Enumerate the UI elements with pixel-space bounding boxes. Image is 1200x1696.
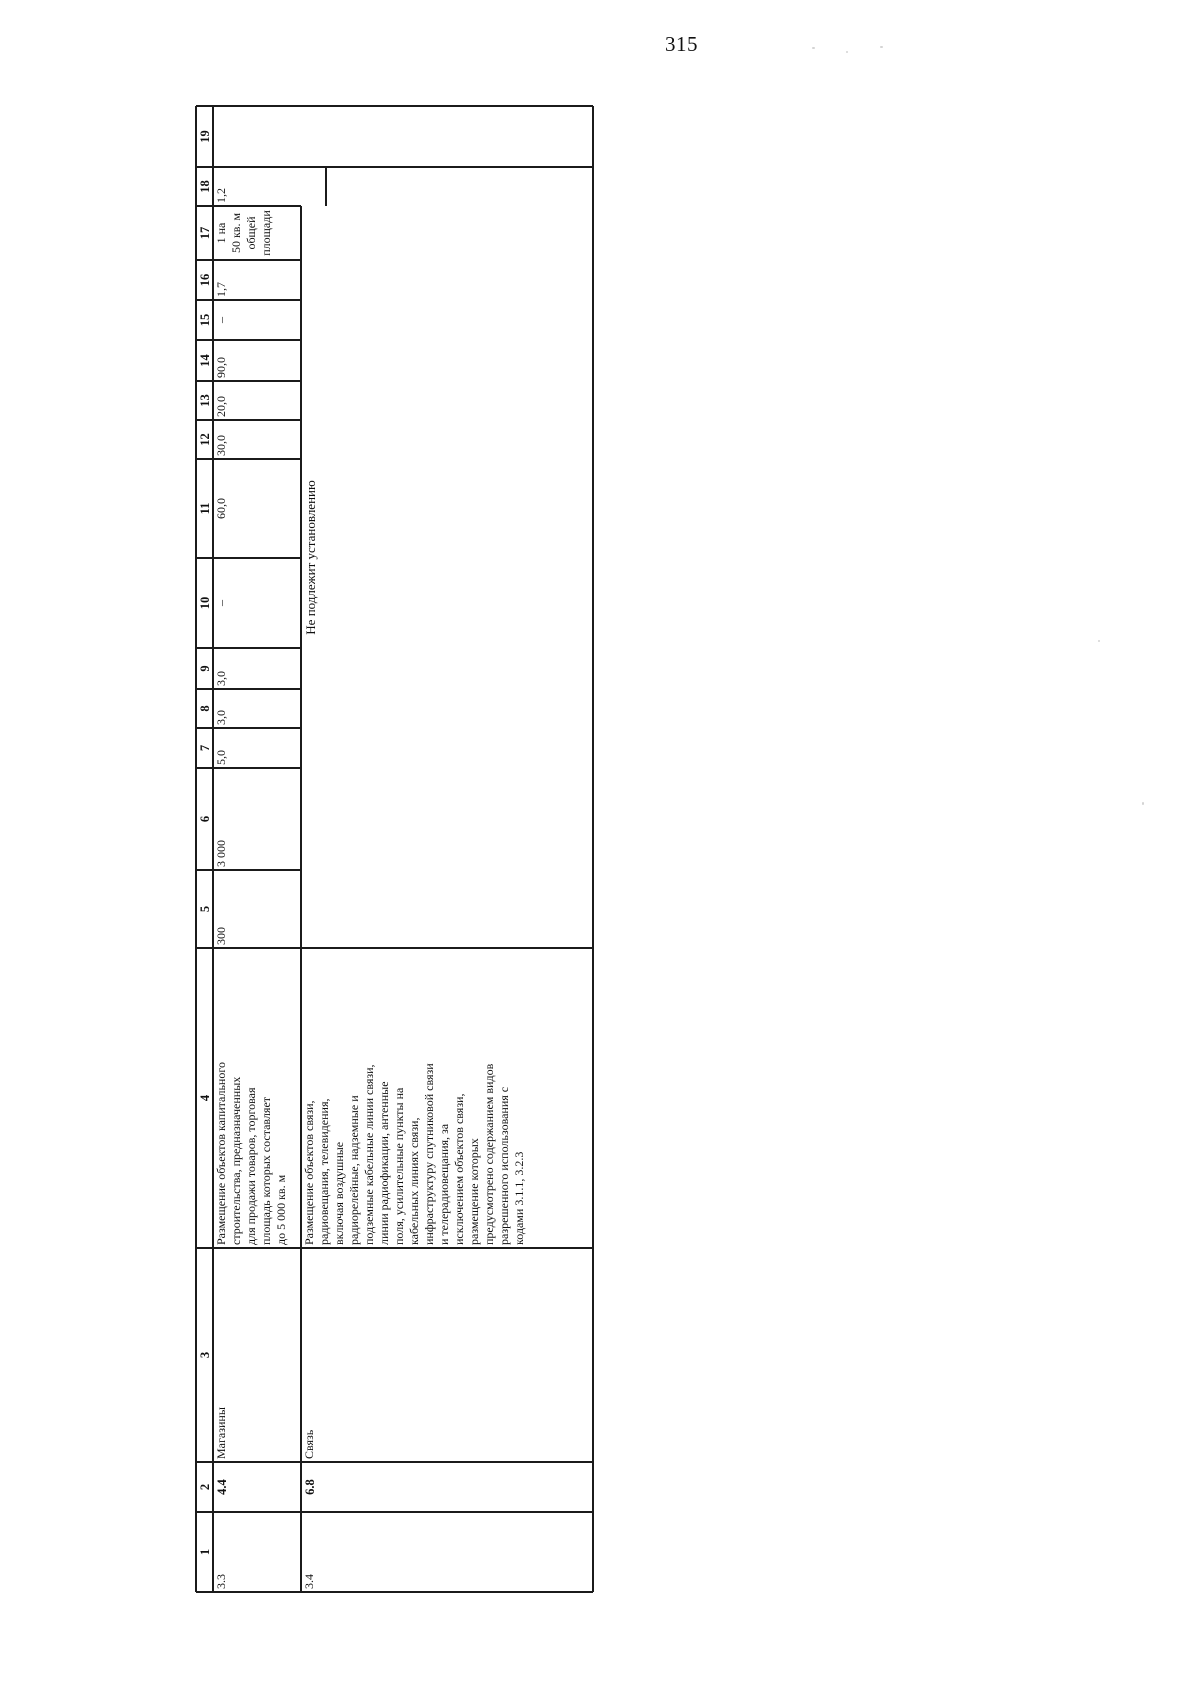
row-number: 3.4 — [302, 1574, 316, 1589]
column-header-15: 15 — [198, 313, 212, 327]
use-description-line: исключением объектов связи, — [452, 1093, 466, 1245]
param-c11: 60,0 — [214, 498, 228, 519]
parking-norm — [213, 206, 301, 260]
parking-norm-line: 50 кв. м — [229, 212, 243, 254]
param-c12: 30,0 — [214, 435, 228, 456]
use-description — [213, 948, 301, 1248]
use-description-line: до 5 000 кв. м — [274, 1174, 288, 1245]
scan-speck — [880, 46, 883, 48]
param-c18: 1,2 — [214, 188, 228, 203]
use-description-line: поля, усилительные пункты на — [392, 1087, 406, 1245]
column-header-16: 16 — [198, 273, 212, 287]
param-c7: 5,0 — [214, 750, 228, 765]
column-header-11: 11 — [198, 502, 212, 515]
row-number: 3.3 — [214, 1574, 228, 1589]
param-c14: 90,0 — [214, 357, 228, 378]
column-header-9: 9 — [198, 665, 212, 672]
use-description-line: предусмотрено содержанием видов — [482, 1063, 496, 1245]
use-code: 4.4 — [215, 1479, 229, 1495]
column-header-19: 19 — [198, 130, 212, 143]
column-header-1: 1 — [198, 1548, 212, 1556]
use-description-line: кодами 3.1.1, 3.2.3 — [512, 1151, 526, 1245]
scan-speck — [1142, 802, 1144, 805]
parking-norm-line: общей — [244, 216, 258, 250]
param-c16: 1,7 — [214, 282, 228, 297]
column-header-18: 18 — [198, 180, 212, 193]
column-header-8: 8 — [198, 705, 212, 712]
use-description-line: инфраструктуру спутниковой связи — [422, 1063, 436, 1245]
column-header-5: 5 — [198, 905, 212, 913]
use-description-line: Размещение объектов капитального — [214, 1062, 228, 1245]
column-header-7: 7 — [198, 744, 212, 752]
use-description-line: для продажи товаров, торговая — [244, 1087, 258, 1245]
use-description-line: площадь которых составляет — [259, 1096, 273, 1245]
not-applicable-note: Не подлежит установлению — [303, 480, 318, 635]
use-code: 6.8 — [303, 1479, 317, 1495]
use-name: Магазины — [214, 1407, 228, 1459]
use-description-line: размещение которых — [467, 1138, 481, 1245]
use-description-line: подземные кабельные линии связи, — [362, 1064, 376, 1245]
param-c13: 20,0 — [214, 396, 228, 417]
column-header-2: 2 — [198, 1483, 212, 1491]
use-description — [301, 948, 593, 1248]
scan-speck — [1098, 640, 1100, 642]
use-description-line: линии радиофикации, антенные — [377, 1081, 391, 1245]
column-header-13: 13 — [198, 394, 212, 407]
scan-speck — [846, 51, 848, 53]
use-description-line: кабельных линиях связи, — [407, 1117, 421, 1245]
column-header-10: 10 — [198, 596, 212, 610]
use-description-line: Размещение объектов связи, — [302, 1100, 316, 1245]
parking-norm-line: площади — [259, 210, 273, 256]
column-header-6: 6 — [198, 815, 212, 823]
scan-speck — [812, 47, 815, 49]
use-description-line: включая воздушные — [332, 1141, 346, 1245]
column-header-3: 3 — [198, 1351, 212, 1359]
param-c10: – — [214, 600, 228, 606]
column-header-4: 4 — [198, 1094, 212, 1102]
column-header-12: 12 — [198, 433, 212, 446]
param-c5: 300 — [214, 927, 228, 945]
param-c8: 3,0 — [214, 710, 228, 725]
use-name: Связь — [302, 1429, 316, 1459]
use-description-line: и телерадиовещания, за — [437, 1123, 451, 1245]
use-description-line: строительства, предназначенных — [229, 1076, 243, 1245]
param-c6: 3 000 — [214, 840, 228, 867]
rotated-table — [196, 106, 593, 1592]
page-number: 315 — [665, 32, 698, 56]
use-description-line: радиовещания, телевидения, — [317, 1098, 331, 1245]
param-c15: – — [214, 317, 228, 323]
use-description-line: радиорелейные, надземные и — [347, 1095, 361, 1245]
param-c19 — [213, 106, 593, 167]
column-header-17: 17 — [198, 226, 212, 240]
param-c9: 3,0 — [214, 671, 228, 686]
parking-norm-line: 1 на — [214, 222, 228, 244]
use-description-line: разрешенного использования с — [497, 1086, 511, 1245]
column-header-14: 14 — [198, 354, 212, 367]
